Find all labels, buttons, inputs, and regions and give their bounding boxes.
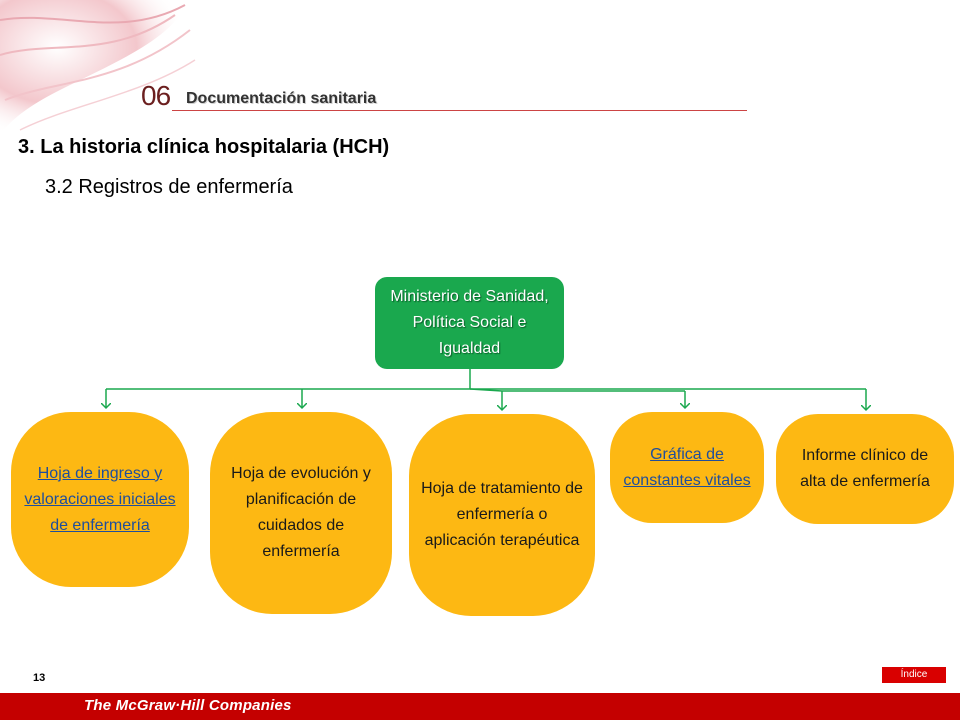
chapter-number: 06 <box>141 80 171 111</box>
index-button[interactable]: Índice <box>882 667 946 683</box>
node-informe-alta <box>776 414 954 524</box>
node-grafica-constantes-link[interactable]: Gráfica de constantes vitales <box>623 445 751 489</box>
page-number: 13 <box>33 672 46 684</box>
node-grafica-constantes[interactable] <box>610 412 764 523</box>
node-hoja-tratamiento-label: Hoja de tratamiento de enfermería o aplicación terapéutica <box>421 480 583 549</box>
node-hoja-evolucion-label: Hoja de evolución y planificación de cuidados de enfermería <box>231 465 371 560</box>
chapter-title: Documentación sanitaria <box>186 90 377 107</box>
node-informe-alta-label: Informe clínico de alta de enfermería <box>800 447 930 490</box>
org-root-node-ministerio <box>375 277 564 369</box>
publisher-logo: The McGraw·Hill Companies <box>84 697 292 714</box>
org-root-label: Ministerio de Sanidad, Política Social e Igualdad <box>390 288 549 357</box>
section-title: 3. La historia clínica hospitalaria (HCH) <box>18 136 390 158</box>
node-hoja-tratamiento <box>409 414 595 616</box>
node-hoja-ingreso-link[interactable]: Hoja de ingreso y valoraciones iniciales de enfermería <box>24 464 176 534</box>
node-hoja-evolucion <box>210 412 392 614</box>
node-hoja-ingreso[interactable] <box>11 412 189 587</box>
subsection-title: 3.2 Registros de enfermería <box>45 176 293 198</box>
